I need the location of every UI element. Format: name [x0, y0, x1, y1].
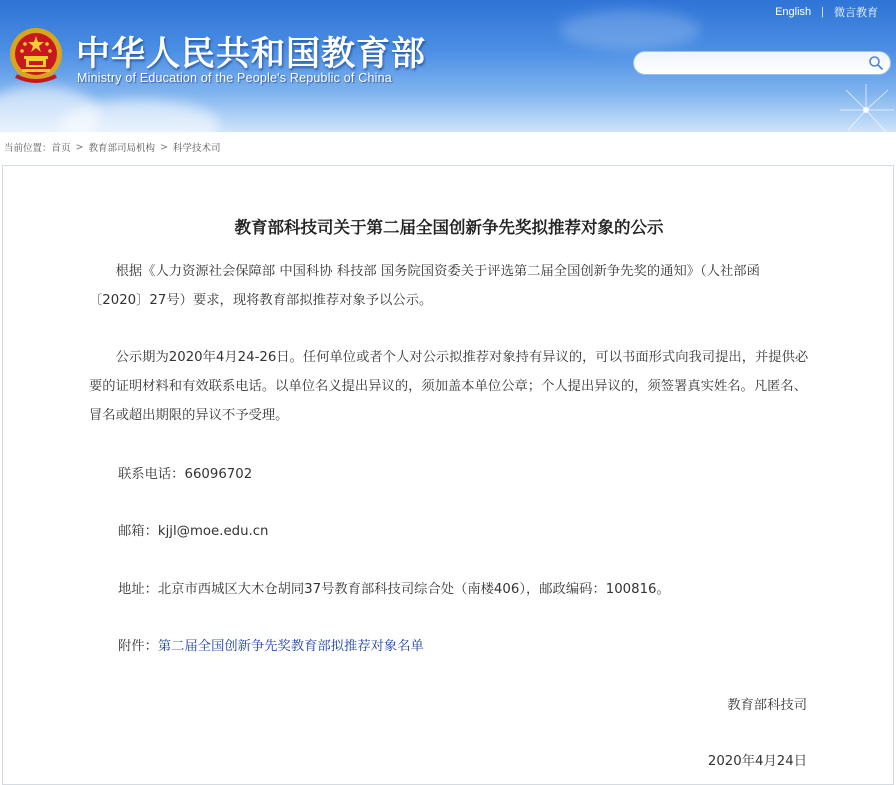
breadcrumb-prefix: 当前位置： — [4, 143, 52, 154]
breadcrumb-home[interactable]: 首页 — [51, 143, 71, 154]
article-date: 2020年4月24日 — [707, 754, 807, 769]
article-container — [2, 165, 894, 785]
site-subtitle: Ministry of Education of the People's Republic of China — [77, 71, 392, 85]
national-emblem-icon[interactable] — [6, 26, 66, 84]
breadcrumb-arrow-icon: > — [160, 141, 168, 153]
phone-label: 联系电话： — [118, 467, 185, 482]
article-paragraph-notice: 根据《人力资源社会保障部 中国科协 科技部 国务院国资委关于评选第二届全国创新争先奖的通知》（人社部函〔2020〕27号）要求，现将教育部拟推荐对象予以公示。 — [89, 264, 760, 308]
cloud-decoration — [560, 10, 700, 50]
attachment-link[interactable]: 第二届全国创新争先奖教育部拟推荐对象名单 — [157, 639, 424, 654]
search-input[interactable] — [644, 54, 858, 74]
address-value: 北京市西城区大木仓胡同37号教育部科技司综合处（南楼406），邮政编码：100816。 — [157, 582, 670, 597]
contact-address-line — [118, 578, 670, 597]
header-banner — [0, 0, 896, 132]
top-links — [775, 4, 878, 20]
email-value: kjjl@moe.edu.cn — [157, 524, 269, 539]
contact-email-line — [118, 520, 268, 539]
breadcrumb-arrow-icon: > — [75, 141, 84, 153]
search-box — [633, 51, 891, 75]
weibo-link[interactable]: 微言教育 — [834, 7, 878, 19]
breadcrumb — [4, 140, 221, 154]
link-separator: | — [821, 6, 824, 18]
search-icon[interactable] — [868, 55, 884, 71]
breadcrumb-science-tech[interactable]: 科学技术司 — [172, 143, 221, 154]
address-label: 地址： — [118, 582, 158, 597]
article-signature: 教育部科技司 — [727, 698, 807, 713]
dandelion-decoration-icon — [806, 80, 896, 132]
article-paragraph-period: 公示期为2020年4月24-26日。任何单位或者个人对公示拟推荐对象持有异议的，可以书面形式向我司提出，并提供必要的证明材料和有效联系电话。以单位名义提出异议的，须加盖本单位公章；个人提出异议的，须签署真实姓名。凡匿名、冒名或超出期限的异议不予受理。 — [89, 350, 809, 423]
phone-value: 66096702 — [184, 467, 253, 482]
site-title[interactable]: 中华人民共和国教育部 — [76, 34, 426, 74]
breadcrumb-departments[interactable]: 教育部司局机构 — [88, 143, 156, 154]
attachment-label: 附件： — [118, 639, 158, 654]
attachment-line — [118, 635, 424, 654]
email-label: 邮箱： — [118, 524, 158, 539]
article-title: 教育部科技司关于第二届全国创新争先奖拟推荐对象的公示 — [234, 218, 664, 237]
english-link[interactable]: English — [775, 6, 812, 18]
contact-phone-line — [118, 463, 252, 482]
